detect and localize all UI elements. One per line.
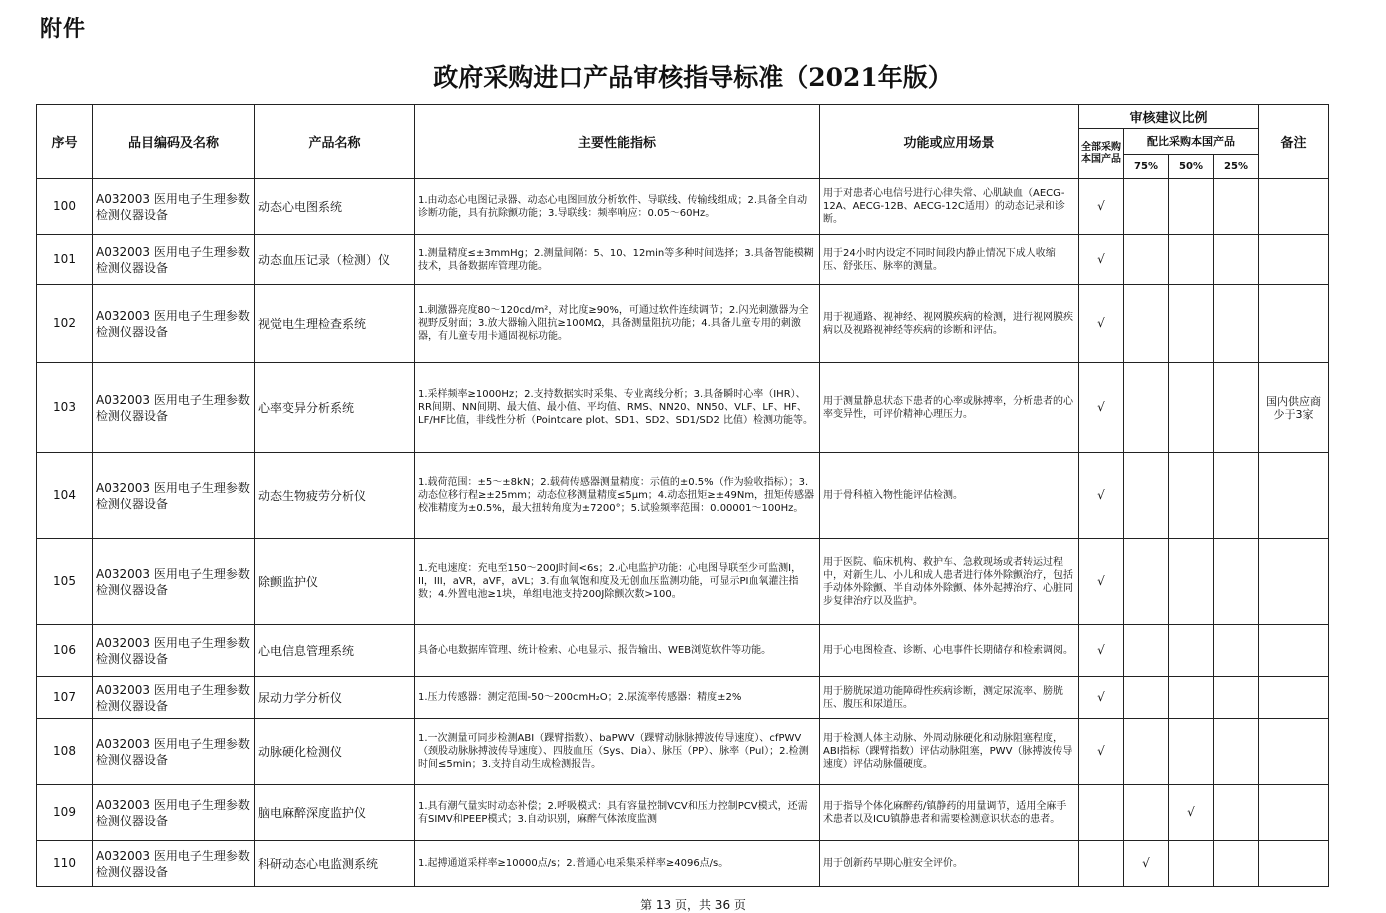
row-mark-25 bbox=[1214, 677, 1259, 719]
row-specs: 1.测量精度≤±3mmHg；2.测量间隔：5、10、12min等多种时间选择；3.具备智能模糊技术，具备数据库管理功能。 bbox=[415, 235, 820, 285]
row-product-name: 心率变异分析系统 bbox=[255, 363, 415, 453]
row-product-name: 心电信息管理系统 bbox=[255, 625, 415, 677]
row-mark-all: √ bbox=[1079, 453, 1124, 539]
row-code: A032003 医用电子生理参数检测仪器设备 bbox=[93, 841, 255, 887]
table-row bbox=[37, 841, 1329, 887]
header-review: 审核建议比例 bbox=[1079, 105, 1259, 129]
row-note bbox=[1259, 285, 1329, 363]
row-note bbox=[1259, 785, 1329, 841]
table-row bbox=[37, 539, 1329, 625]
header-note: 备注 bbox=[1259, 105, 1329, 179]
row-code: A032003 医用电子生理参数检测仪器设备 bbox=[93, 719, 255, 785]
row-mark-75 bbox=[1124, 539, 1169, 625]
row-mark-25 bbox=[1214, 785, 1259, 841]
row-code: A032003 医用电子生理参数检测仪器设备 bbox=[93, 235, 255, 285]
row-mark-25 bbox=[1214, 453, 1259, 539]
row-function: 用于视通路、视神经、视网膜疾病的检测，进行视网膜疾病以及视路视神经等疾病的诊断和评估。 bbox=[820, 285, 1079, 363]
row-mark-25 bbox=[1214, 841, 1259, 887]
row-note bbox=[1259, 625, 1329, 677]
row-product-name: 动脉硬化检测仪 bbox=[255, 719, 415, 785]
table-body bbox=[37, 179, 1329, 887]
row-mark-75 bbox=[1124, 625, 1169, 677]
row-code: A032003 医用电子生理参数检测仪器设备 bbox=[93, 453, 255, 539]
row-mark-25 bbox=[1214, 539, 1259, 625]
page-footer: 第 13 页，共 36 页 bbox=[640, 898, 746, 912]
table-row bbox=[37, 179, 1329, 235]
row-specs: 1.载荷范围：±5～±8kN；2.载荷传感器测量精度：示值的±0.5%（作为验收指标）；3.动态位移行程≥±25mm；动态位移测量精度≤5μm；4.动态扭矩≥±49Nm，扭矩传感器校准精度为±0.5%，最大扭转角度为±7200°；5.试验频率范围：0.00001～100Hz。 bbox=[415, 453, 820, 539]
table-row bbox=[37, 719, 1329, 785]
table-row bbox=[37, 235, 1329, 285]
table-row bbox=[37, 785, 1329, 841]
row-function: 用于指导个体化麻醉药/镇静药的用量调节，适用全麻手术患者以及ICU镇静患者和需要检测意识状态的患者。 bbox=[820, 785, 1079, 841]
row-function: 用于24小时内设定不同时间段内静止情况下成人收缩压、舒张压、脉率的测量。 bbox=[820, 235, 1079, 285]
row-mark-50: √ bbox=[1169, 785, 1214, 841]
header-ratio-group: 配比采购本国产品 bbox=[1124, 129, 1259, 155]
row-mark-75: √ bbox=[1124, 841, 1169, 887]
row-note bbox=[1259, 719, 1329, 785]
table-row bbox=[37, 363, 1329, 453]
row-seq: 109 bbox=[37, 785, 93, 841]
row-mark-75 bbox=[1124, 285, 1169, 363]
row-mark-50 bbox=[1169, 363, 1214, 453]
row-specs: 1.起搏通道采样率≥10000点/s；2.普通心电采集采样率≥4096点/s。 bbox=[415, 841, 820, 887]
row-function: 用于创新药早期心脏安全评价。 bbox=[820, 841, 1079, 887]
row-code: A032003 医用电子生理参数检测仪器设备 bbox=[93, 363, 255, 453]
row-specs: 1.一次测量可同步检测ABI（踝臂指数）、baPWV（踝臂动脉脉搏波传导速度）、cfPWV（颈股动脉脉搏波传导速度）、四肢血压（Sys、Dia）、脉压（PP）、脉率（Pul）；2.检测时间≤5min；3.支持自动生成检测报告。 bbox=[415, 719, 820, 785]
row-seq: 104 bbox=[37, 453, 93, 539]
row-seq: 100 bbox=[37, 179, 93, 235]
header-code: 品目编码及名称 bbox=[93, 105, 255, 179]
row-mark-all bbox=[1079, 785, 1124, 841]
row-product-name: 动态血压记录（检测）仪 bbox=[255, 235, 415, 285]
row-code: A032003 医用电子生理参数检测仪器设备 bbox=[93, 179, 255, 235]
row-seq: 106 bbox=[37, 625, 93, 677]
row-seq: 101 bbox=[37, 235, 93, 285]
header-r25: 25% bbox=[1214, 155, 1259, 179]
header-function: 功能或应用场景 bbox=[820, 105, 1079, 179]
row-mark-25 bbox=[1214, 179, 1259, 235]
table-row bbox=[37, 285, 1329, 363]
row-specs: 1.充电速度：充电至150～200J时间<6s；2.心电监护功能：心电图导联至少可监测I，II，III，aVR，aVF，aVL；3.有血氧饱和度及无创血压监测功能，可显示PI血氧灌注指数；4.外置电池≥1块，单组电池支持200J除颤次数>100。 bbox=[415, 539, 820, 625]
row-code: A032003 医用电子生理参数检测仪器设备 bbox=[93, 539, 255, 625]
row-mark-75 bbox=[1124, 179, 1169, 235]
row-note bbox=[1259, 179, 1329, 235]
table-row bbox=[37, 677, 1329, 719]
row-mark-50 bbox=[1169, 285, 1214, 363]
row-product-name: 动态生物疲劳分析仪 bbox=[255, 453, 415, 539]
header-r75: 75% bbox=[1124, 155, 1169, 179]
row-mark-50 bbox=[1169, 719, 1214, 785]
row-function: 用于对患者心电信号进行心律失常、心肌缺血（AECG-12A、AECG-12B、AECG-12C适用）的动态记录和诊断。 bbox=[820, 179, 1079, 235]
row-mark-50 bbox=[1169, 677, 1214, 719]
row-seq: 102 bbox=[37, 285, 93, 363]
row-note bbox=[1259, 841, 1329, 887]
row-mark-50 bbox=[1169, 539, 1214, 625]
row-mark-75 bbox=[1124, 677, 1169, 719]
row-product-name: 动态心电图系统 bbox=[255, 179, 415, 235]
row-mark-all bbox=[1079, 841, 1124, 887]
row-specs: 1.具有潮气量实时动态补偿；2.呼吸模式：具有容量控制VCV和压力控制PCV模式，还需有SIMV和PEEP模式；3.自动识别，麻醉气体浓度监测 bbox=[415, 785, 820, 841]
header-product: 产品名称 bbox=[255, 105, 415, 179]
row-function: 用于检测人体主动脉、外周动脉硬化和动脉阻塞程度，ABI指标（踝臂指数）评估动脉阻塞，PWV（脉搏波传导速度）评估动脉僵硬度。 bbox=[820, 719, 1079, 785]
row-code: A032003 医用电子生理参数检测仪器设备 bbox=[93, 677, 255, 719]
row-seq: 107 bbox=[37, 677, 93, 719]
row-mark-all: √ bbox=[1079, 625, 1124, 677]
table-row bbox=[37, 453, 1329, 539]
row-note bbox=[1259, 677, 1329, 719]
row-function: 用于测量静息状态下患者的心率或脉搏率，分析患者的心率变异性，可评价精神心理压力。 bbox=[820, 363, 1079, 453]
row-mark-50 bbox=[1169, 453, 1214, 539]
row-note bbox=[1259, 453, 1329, 539]
row-code: A032003 医用电子生理参数检测仪器设备 bbox=[93, 625, 255, 677]
row-mark-25 bbox=[1214, 625, 1259, 677]
table-row bbox=[37, 625, 1329, 677]
row-mark-25 bbox=[1214, 235, 1259, 285]
row-seq: 103 bbox=[37, 363, 93, 453]
row-mark-50 bbox=[1169, 179, 1214, 235]
row-mark-25 bbox=[1214, 719, 1259, 785]
row-code: A032003 医用电子生理参数检测仪器设备 bbox=[93, 285, 255, 363]
standards-table bbox=[36, 104, 1329, 887]
attachment-label: 附件 bbox=[40, 17, 87, 42]
row-product-name: 科研动态心电监测系统 bbox=[255, 841, 415, 887]
header-r50: 50% bbox=[1169, 155, 1214, 179]
row-specs: 1.由动态心电图记录器、动态心电图回放分析软件、导联线、传输线组成；2.具备全自动诊断功能，具有抗除颤功能；3.导联线：频率响应：0.05～60Hz。 bbox=[415, 179, 820, 235]
row-mark-25 bbox=[1214, 285, 1259, 363]
row-function: 用于医院、临床机构、救护车、急救现场或者转运过程中，对新生儿、小儿和成人患者进行体外除颤治疗，包括手动体外除颤、半自动体外除颤、体外起搏治疗、心脏同步复律治疗以及监护。 bbox=[820, 539, 1079, 625]
header-specs: 主要性能指标 bbox=[415, 105, 820, 179]
row-note: 国内供应商少于3家 bbox=[1259, 363, 1329, 453]
row-function: 用于心电图检查、诊断、心电事件长期储存和检索调阅。 bbox=[820, 625, 1079, 677]
row-mark-75 bbox=[1124, 363, 1169, 453]
row-mark-all: √ bbox=[1079, 235, 1124, 285]
row-mark-50 bbox=[1169, 235, 1214, 285]
row-mark-all: √ bbox=[1079, 179, 1124, 235]
row-specs: 具备心电数据库管理、统计检索、心电显示、报告输出、WEB浏览软件等功能。 bbox=[415, 625, 820, 677]
row-specs: 1.压力传感器：测定范围-50～200cmH₂O；2.尿流率传感器：精度±2% bbox=[415, 677, 820, 719]
header-seq: 序号 bbox=[37, 105, 93, 179]
row-note bbox=[1259, 539, 1329, 625]
header-all-domestic: 全部采购本国产品 bbox=[1079, 129, 1124, 179]
row-mark-75 bbox=[1124, 235, 1169, 285]
row-mark-25 bbox=[1214, 363, 1259, 453]
row-product-name: 尿动力学分析仪 bbox=[255, 677, 415, 719]
row-mark-75 bbox=[1124, 453, 1169, 539]
row-mark-50 bbox=[1169, 625, 1214, 677]
row-mark-75 bbox=[1124, 719, 1169, 785]
row-function: 用于骨科植入物性能评估检测。 bbox=[820, 453, 1079, 539]
row-mark-all: √ bbox=[1079, 285, 1124, 363]
row-seq: 105 bbox=[37, 539, 93, 625]
row-product-name: 视觉电生理检查系统 bbox=[255, 285, 415, 363]
row-seq: 108 bbox=[37, 719, 93, 785]
row-specs: 1.刺激器亮度80～120cd/m²，对比度≥90%，可通过软件连续调节；2.闪光刺激器为全视野反射面；3.放大器输入阻抗≥100MΩ，具备测量阻抗功能；4.具备儿童专用的刺激器，有儿童专用卡通固视标功能。 bbox=[415, 285, 820, 363]
row-mark-all: √ bbox=[1079, 719, 1124, 785]
row-function: 用于膀胱尿道功能障碍性疾病诊断，测定尿流率、膀胱压、腹压和尿道压。 bbox=[820, 677, 1079, 719]
row-specs: 1.采样频率≥1000Hz；2.支持数据实时采集、专业离线分析；3.具备瞬时心率（IHR）、RR间期、NN间期、最大值、最小值、平均值、RMS、NN20、NN50、VLF、LF、HF、LF/HF比值，非线性分析（Pointcare plot、SD1、SD2、SD1/SD2 比值）检测功能等。 bbox=[415, 363, 820, 453]
row-mark-50 bbox=[1169, 841, 1214, 887]
row-note bbox=[1259, 235, 1329, 285]
row-mark-all: √ bbox=[1079, 539, 1124, 625]
row-code: A032003 医用电子生理参数检测仪器设备 bbox=[93, 785, 255, 841]
row-seq: 110 bbox=[37, 841, 93, 887]
row-mark-75 bbox=[1124, 785, 1169, 841]
row-product-name: 脑电麻醉深度监护仪 bbox=[255, 785, 415, 841]
page-title: 政府采购进口产品审核指导标准（2021年版） bbox=[433, 63, 953, 92]
row-product-name: 除颤监护仪 bbox=[255, 539, 415, 625]
row-mark-all: √ bbox=[1079, 677, 1124, 719]
row-mark-all: √ bbox=[1079, 363, 1124, 453]
